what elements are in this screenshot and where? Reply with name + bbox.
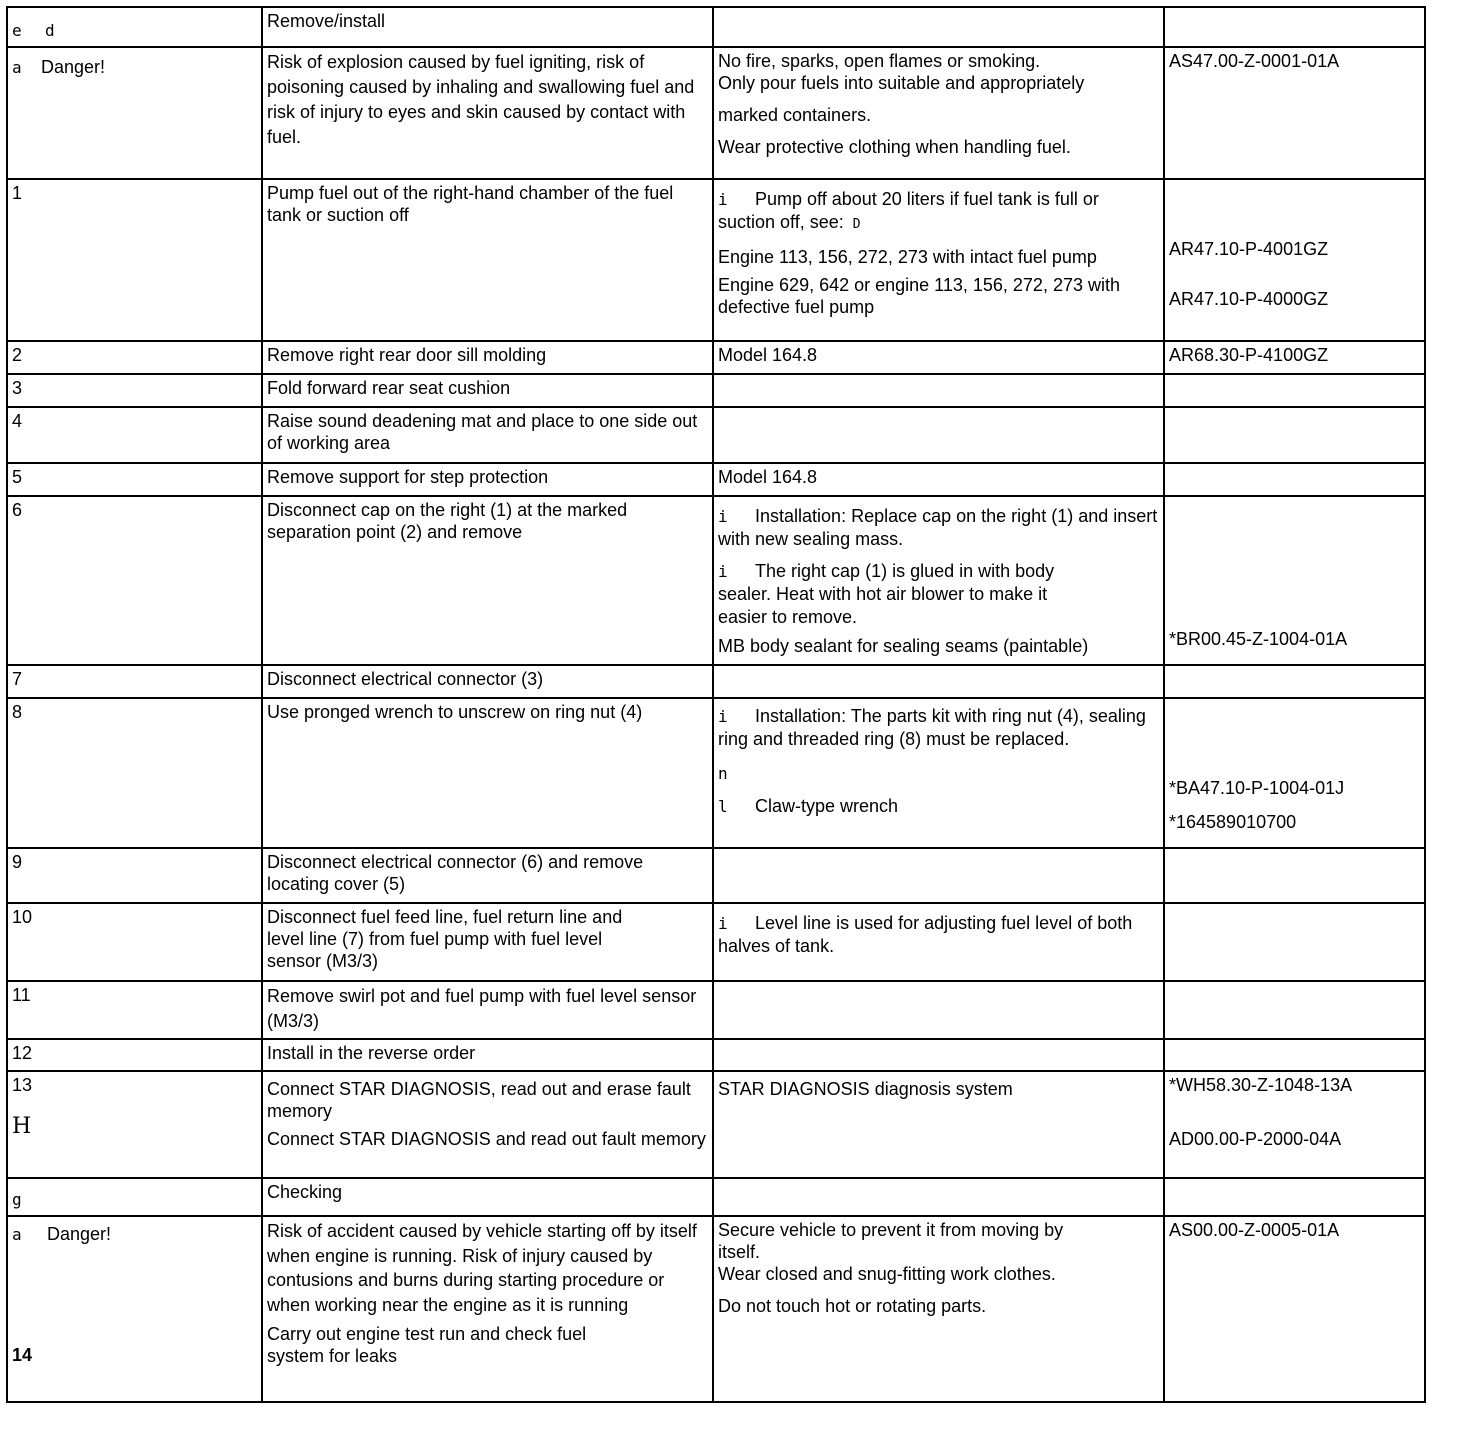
step-text: Remove right rear door sill molding (262, 341, 713, 374)
install-symbol: d (45, 21, 55, 40)
info-icon: i (718, 914, 728, 933)
table-row (7, 179, 1425, 341)
table-row (7, 903, 1425, 981)
document-link-icon[interactable]: D (852, 217, 861, 232)
step-text (262, 903, 713, 981)
danger-label: Danger! (41, 57, 106, 77)
danger-icon: a (12, 1225, 22, 1244)
step-text-content: Connect STAR DIAGNOSIS, read out and erase fault memory (267, 1079, 691, 1121)
step-number: 1 (7, 179, 262, 341)
step-refs (1164, 698, 1425, 848)
empty-cell (713, 848, 1164, 903)
danger-notes (713, 1216, 1164, 1402)
empty-cell (713, 374, 1164, 407)
danger-text (262, 1216, 713, 1402)
tool-name: Claw-type wrench (755, 796, 899, 816)
danger-notes (713, 47, 1164, 179)
table-row (7, 496, 1425, 665)
step-notes (713, 179, 1164, 341)
step-number: 14 (12, 1345, 33, 1365)
empty-cell (713, 1039, 1164, 1071)
empty-cell (1164, 665, 1425, 698)
danger-cell (7, 1216, 262, 1402)
danger-description: Risk of explosion caused by fuel igniting, risk of poisoning caused by inhaling and swallowing fuel and risk of injury to eyes and skin caused by contact with fuel. (267, 52, 695, 147)
danger-heading (12, 56, 257, 79)
step-number-cell (7, 1071, 262, 1178)
danger-heading (12, 1223, 257, 1246)
danger-note: marked containers. (718, 105, 872, 125)
sealant-note: MB body sealant for sealing seams (paintable) (718, 636, 1089, 656)
table-row (7, 7, 1425, 47)
danger-note: No fire, sparks, open flames or smoking. (718, 51, 1041, 71)
danger-icon: a (12, 58, 22, 77)
danger-description: Risk of accident caused by vehicle starting off by itself when engine is running. Risk of injury caused by contusions and burns during starting procedure or when working near the engine as it is running (267, 1221, 697, 1315)
step-notes (713, 698, 1164, 848)
step-text-content: Remove swirl pot and fuel pump with fuel level sensor (M3/3) (267, 986, 697, 1031)
step-refs (1164, 179, 1425, 341)
checking-icon: g (12, 1190, 22, 1209)
remove-symbol: e (12, 21, 22, 40)
step-text: Install in the reverse order (262, 1039, 713, 1071)
checking-title: Checking (262, 1178, 713, 1216)
table-row (7, 374, 1425, 407)
sealing-compound-icon: n (718, 764, 728, 783)
empty-cell (1164, 848, 1425, 903)
empty-cell (1164, 981, 1425, 1039)
step-note: Model 164.8 (713, 463, 1164, 496)
header-symbol-cell (7, 7, 262, 47)
empty-cell (1164, 374, 1425, 407)
table-row (7, 1216, 1425, 1402)
step-number: 3 (7, 374, 262, 407)
step-text (262, 1071, 713, 1178)
danger-text (262, 47, 713, 179)
step-refs (1164, 1071, 1425, 1178)
empty-cell (713, 7, 1164, 47)
note-text: Installation: The parts kit with ring nut (4), sealing ring and threaded ring (8) must be replaced. (718, 706, 1146, 749)
step-number: 9 (7, 848, 262, 903)
step-note (713, 1071, 1164, 1178)
ref-link[interactable]: *BR00.45-Z-1004-01A (1169, 629, 1348, 649)
table-row (7, 1039, 1425, 1071)
note (718, 560, 1159, 629)
table-row (7, 981, 1425, 1039)
ref-link[interactable]: AR47.10-P-4001GZ (1169, 239, 1329, 259)
table-row (7, 47, 1425, 179)
empty-cell (713, 1178, 1164, 1216)
step-refs (1164, 496, 1425, 665)
danger-note: Wear protective clothing when handling fuel. (718, 137, 1071, 157)
step-text-content: Carry out engine test run and check fuel system for leaks (267, 1324, 587, 1366)
step-number: 6 (7, 496, 262, 665)
sub-condition: Engine 113, 156, 272, 273 with intact fuel pump (718, 247, 1097, 267)
empty-cell (713, 407, 1164, 463)
table-row (7, 1178, 1425, 1216)
step-notes (713, 496, 1164, 665)
step-text (262, 981, 713, 1039)
danger-note: Secure vehicle to prevent it from moving by itself. (718, 1220, 1064, 1262)
ref-link[interactable]: AR47.10-P-4000GZ (1169, 289, 1329, 309)
empty-cell (1164, 7, 1425, 47)
note-text: Pump off about 20 liters if fuel tank is full or suction off, see: (718, 189, 1099, 232)
table-row (7, 407, 1425, 463)
danger-note: Wear closed and snug-fitting work clothes. (718, 1264, 1056, 1284)
header-title: Remove/install (262, 7, 713, 47)
step-text: Fold forward rear seat cushion (262, 374, 713, 407)
step-number: 10 (7, 903, 262, 981)
ref-link[interactable]: AD00.00-P-2000-04A (1169, 1129, 1342, 1149)
note (718, 705, 1159, 750)
step-note: Model 164.8 (713, 341, 1164, 374)
step-text: Remove support for step protection (262, 463, 713, 496)
step-number: 8 (7, 698, 262, 848)
info-icon: i (718, 707, 728, 726)
table-row (7, 848, 1425, 903)
note (718, 912, 1159, 957)
empty-cell (1164, 463, 1425, 496)
sub-condition: Engine 629, 642 or engine 113, 156, 272, 273 with defective fuel pump (718, 275, 1120, 317)
danger-ref: AS47.00-Z-0001-01A (1164, 47, 1425, 179)
step-text: Disconnect electrical connector (3) (262, 665, 713, 698)
empty-cell (1164, 407, 1425, 463)
step-number: 12 (7, 1039, 262, 1071)
table-row (7, 463, 1425, 496)
step-number: 13 (12, 1075, 33, 1095)
danger-cell (7, 47, 262, 179)
empty-cell (713, 665, 1164, 698)
note-text: STAR DIAGNOSIS diagnosis system (718, 1079, 1013, 1099)
info-icon: i (718, 190, 728, 209)
step-number: 5 (7, 463, 262, 496)
danger-label: Danger! (47, 1224, 112, 1244)
info-icon: i (718, 507, 728, 526)
table-row (7, 341, 1425, 374)
step-number: 2 (7, 341, 262, 374)
step-text: Pump fuel out of the right-hand chamber of the fuel tank or suction off (262, 179, 713, 341)
step-text: Disconnect electrical connector (6) and remove locating cover (5) (262, 848, 713, 903)
note-text: Installation: Replace cap on the right (1) and insert with new sealing mass. (718, 506, 1158, 549)
step-text: Raise sound deadening mat and place to one side out of working area (262, 407, 713, 463)
note (718, 188, 1159, 236)
diagnosis-icon: H (12, 1114, 32, 1139)
empty-cell (1164, 903, 1425, 981)
ref-link[interactable]: AR68.30-P-4100GZ (1164, 341, 1425, 374)
step-text-content: Disconnect fuel feed line, fuel return line and level line (7) from fuel pump with fuel level sensor (M3/3) (267, 907, 623, 971)
danger-note: Only pour fuels into suitable and appropriately (718, 73, 1085, 93)
note-text: The right cap (1) is glued in with body sealer. Heat with hot air blower to make it easier to remove. (718, 561, 1055, 627)
empty-cell (1164, 1039, 1425, 1071)
step-notes (713, 903, 1164, 981)
step-number: 7 (7, 665, 262, 698)
step-text-content: Connect STAR DIAGNOSIS and read out fault memory (267, 1129, 706, 1149)
empty-cell (1164, 1178, 1425, 1216)
table-row (7, 665, 1425, 698)
note-text: Level line is used for adjusting fuel level of both halves of tank. (718, 913, 1133, 956)
checking-symbol-cell (7, 1178, 262, 1216)
step-number: 11 (7, 981, 262, 1039)
note (718, 505, 1159, 550)
step-text: Use pronged wrench to unscrew on ring nut (4) (262, 698, 713, 848)
danger-note: Do not touch hot or rotating parts. (718, 1296, 987, 1316)
step-text: Disconnect cap on the right (1) at the marked separation point (2) and remove (262, 496, 713, 665)
ref-link[interactable]: *WH58.30-Z-1048-13A (1169, 1075, 1353, 1095)
tool-icon: l (718, 797, 728, 816)
table-row (7, 698, 1425, 848)
table-row (7, 1071, 1425, 1178)
danger-ref[interactable]: AS00.00-Z-0005-01A (1164, 1216, 1425, 1402)
info-icon: i (718, 562, 728, 581)
empty-cell (713, 981, 1164, 1039)
procedure-table (6, 6, 1426, 1403)
ref-link[interactable]: *164589010700 (1169, 812, 1297, 832)
ref-link[interactable]: *BA47.10-P-1004-01J (1169, 778, 1345, 798)
step-number: 4 (7, 407, 262, 463)
